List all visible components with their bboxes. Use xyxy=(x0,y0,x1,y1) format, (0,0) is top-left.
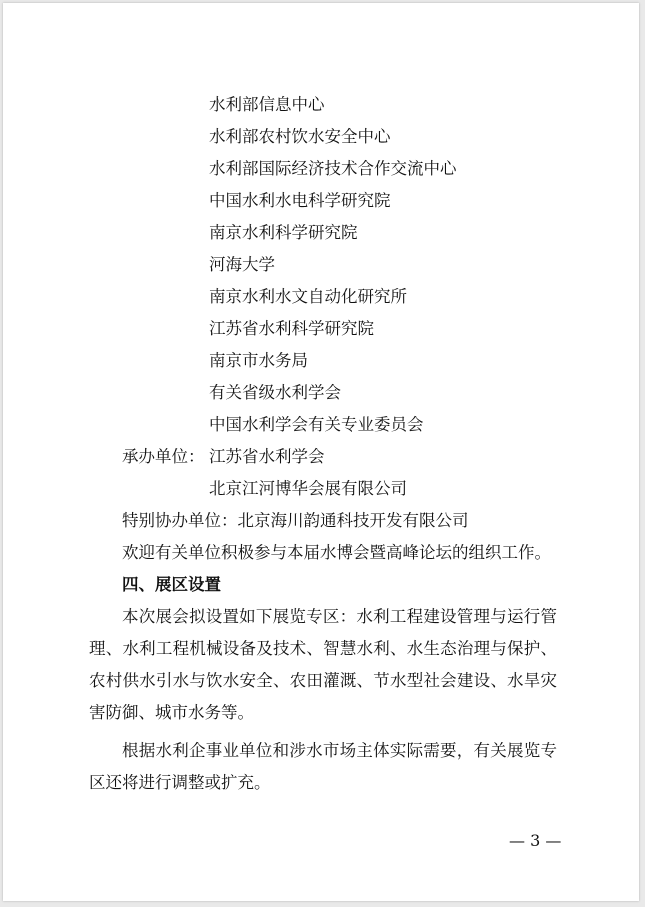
paragraph-line: 本次展会拟设置如下展览专区：水利工程建设管理与运行管 xyxy=(122,607,557,626)
organizer-item: 有关省级水利学会 xyxy=(209,383,341,402)
host-label: 承办单位： xyxy=(122,447,205,466)
organizer-item: 中国水利学会有关专业委员会 xyxy=(209,415,424,434)
paragraph-line: 害防御、城市水务等。 xyxy=(89,703,254,722)
paragraph-line: 农村供水引水与饮水安全、农田灌溉、节水型社会建设、水旱灾 xyxy=(89,671,557,690)
organizer-item: 中国水利水电科学研究院 xyxy=(209,191,391,210)
organizer-item: 南京水利科学研究院 xyxy=(209,223,358,242)
page-number: — 3 — xyxy=(509,831,562,850)
section-heading: 四、展区设置 xyxy=(122,575,221,594)
organizer-item: 南京水利水文自动化研究所 xyxy=(209,287,407,306)
paragraph-line: 理、水利工程机械设备及技术、智慧水利、水生态治理与保护、 xyxy=(89,639,557,658)
organizer-item: 南京市水务局 xyxy=(209,351,308,370)
host-unit: 北京江河博华会展有限公司 xyxy=(209,479,407,498)
organizer-item: 江苏省水利科学研究院 xyxy=(209,319,374,338)
welcome-line: 欢迎有关单位积极参与本届水博会暨高峰论坛的组织工作。 xyxy=(122,543,551,562)
organizer-item: 水利部农村饮水安全中心 xyxy=(209,127,391,146)
paragraph-line: 区还将进行调整或扩充。 xyxy=(89,773,271,792)
special-cohost-line: 特别协办单位：北京海川韵通科技开发有限公司 xyxy=(122,511,469,530)
organizer-item: 水利部国际经济技术合作交流中心 xyxy=(209,159,457,178)
paragraph-line: 根据水利企事业单位和涉水市场主体实际需要，有关展览专 xyxy=(122,741,557,760)
host-unit: 江苏省水利学会 xyxy=(209,447,325,466)
organizer-item: 水利部信息中心 xyxy=(209,95,325,114)
organizer-item: 河海大学 xyxy=(209,255,275,274)
document-page xyxy=(3,3,639,901)
